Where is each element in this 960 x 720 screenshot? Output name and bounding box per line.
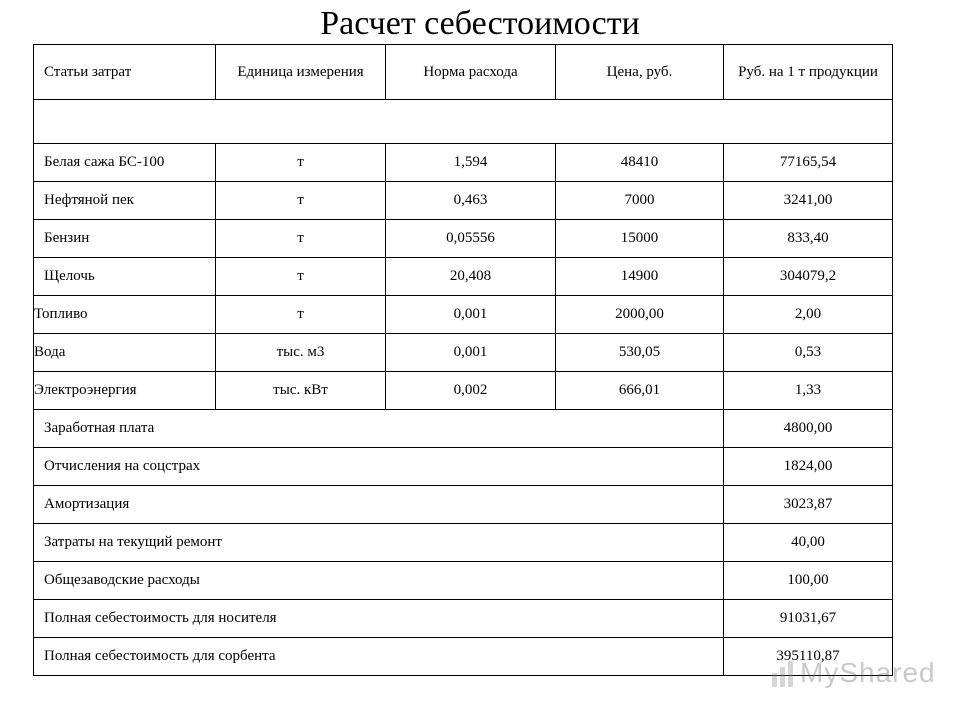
cost-name: Полная себестоимость для сорбента [34,638,724,676]
blank-cell [34,100,893,144]
material-name: Щелочь [34,258,216,296]
cost-row [34,448,893,486]
material-norm: 0,001 [386,296,556,334]
watermark-text: MyShared [800,657,936,688]
material-name: Топливо [34,296,216,334]
material-row [34,144,893,182]
material-unit: тыс. кВт [216,372,386,410]
cost-per-ton: 3023,87 [724,486,893,524]
header-unit: Единица измерения [216,45,386,100]
material-price: 48410 [556,144,724,182]
cost-row [34,486,893,524]
cost-per-ton: 100,00 [724,562,893,600]
material-row [34,220,893,258]
material-row [34,372,893,410]
header-cost-item: Статьи затрат [34,45,216,100]
material-per-ton: 77165,54 [724,144,893,182]
cost-name: Отчисления на соцстрах [34,448,724,486]
material-price: 530,05 [556,334,724,372]
cost-row [34,600,893,638]
material-price: 2000,00 [556,296,724,334]
cost-per-ton: 1824,00 [724,448,893,486]
cost-row [34,562,893,600]
material-per-ton: 0,53 [724,334,893,372]
material-name: Вода [34,334,216,372]
material-name: Электроэнергия [34,372,216,410]
material-unit: т [216,258,386,296]
page-title: Расчет себестоимости [320,5,640,42]
cost-name: Амортизация [34,486,724,524]
blank-row [34,100,893,144]
watermark-logo [770,655,940,695]
material-norm: 0,05556 [386,220,556,258]
material-norm: 0,002 [386,372,556,410]
material-per-ton: 2,00 [724,296,893,334]
material-norm: 0,001 [386,334,556,372]
material-name: Белая сажа БС-100 [34,144,216,182]
cost-row [34,410,893,448]
material-per-ton: 833,40 [724,220,893,258]
cost-name: Затраты на текущий ремонт [34,524,724,562]
cost-name: Заработная плата [34,410,724,448]
material-price: 7000 [556,182,724,220]
material-row [34,334,893,372]
material-row [34,258,893,296]
header-price: Цена, руб. [556,45,724,100]
header-per-ton: Руб. на 1 т продукции [724,45,893,100]
cost-per-ton: 395110,87 [724,638,893,676]
material-norm: 1,594 [386,144,556,182]
cost-table-body [34,45,893,676]
material-price: 15000 [556,220,724,258]
cost-table [33,44,893,676]
material-unit: тыс. м3 [216,334,386,372]
material-name: Бензин [34,220,216,258]
bars-icon [770,659,798,689]
material-row [34,296,893,334]
header-norm: Норма расхода [386,45,556,100]
material-per-ton: 1,33 [724,372,893,410]
cost-name: Общезаводские расходы [34,562,724,600]
material-unit: т [216,220,386,258]
material-name: Нефтяной пек [34,182,216,220]
material-norm: 0,463 [386,182,556,220]
header-row [34,45,893,100]
material-per-ton: 304079,2 [724,258,893,296]
material-price: 14900 [556,258,724,296]
material-unit: т [216,182,386,220]
material-unit: т [216,144,386,182]
material-price: 666,01 [556,372,724,410]
material-per-ton: 3241,00 [724,182,893,220]
cost-per-ton: 4800,00 [724,410,893,448]
cost-row [34,638,893,676]
cost-name: Полная себестоимость для носителя [34,600,724,638]
cost-per-ton: 91031,67 [724,600,893,638]
material-unit: т [216,296,386,334]
material-norm: 20,408 [386,258,556,296]
cost-per-ton: 40,00 [724,524,893,562]
material-row [34,182,893,220]
cost-row [34,524,893,562]
